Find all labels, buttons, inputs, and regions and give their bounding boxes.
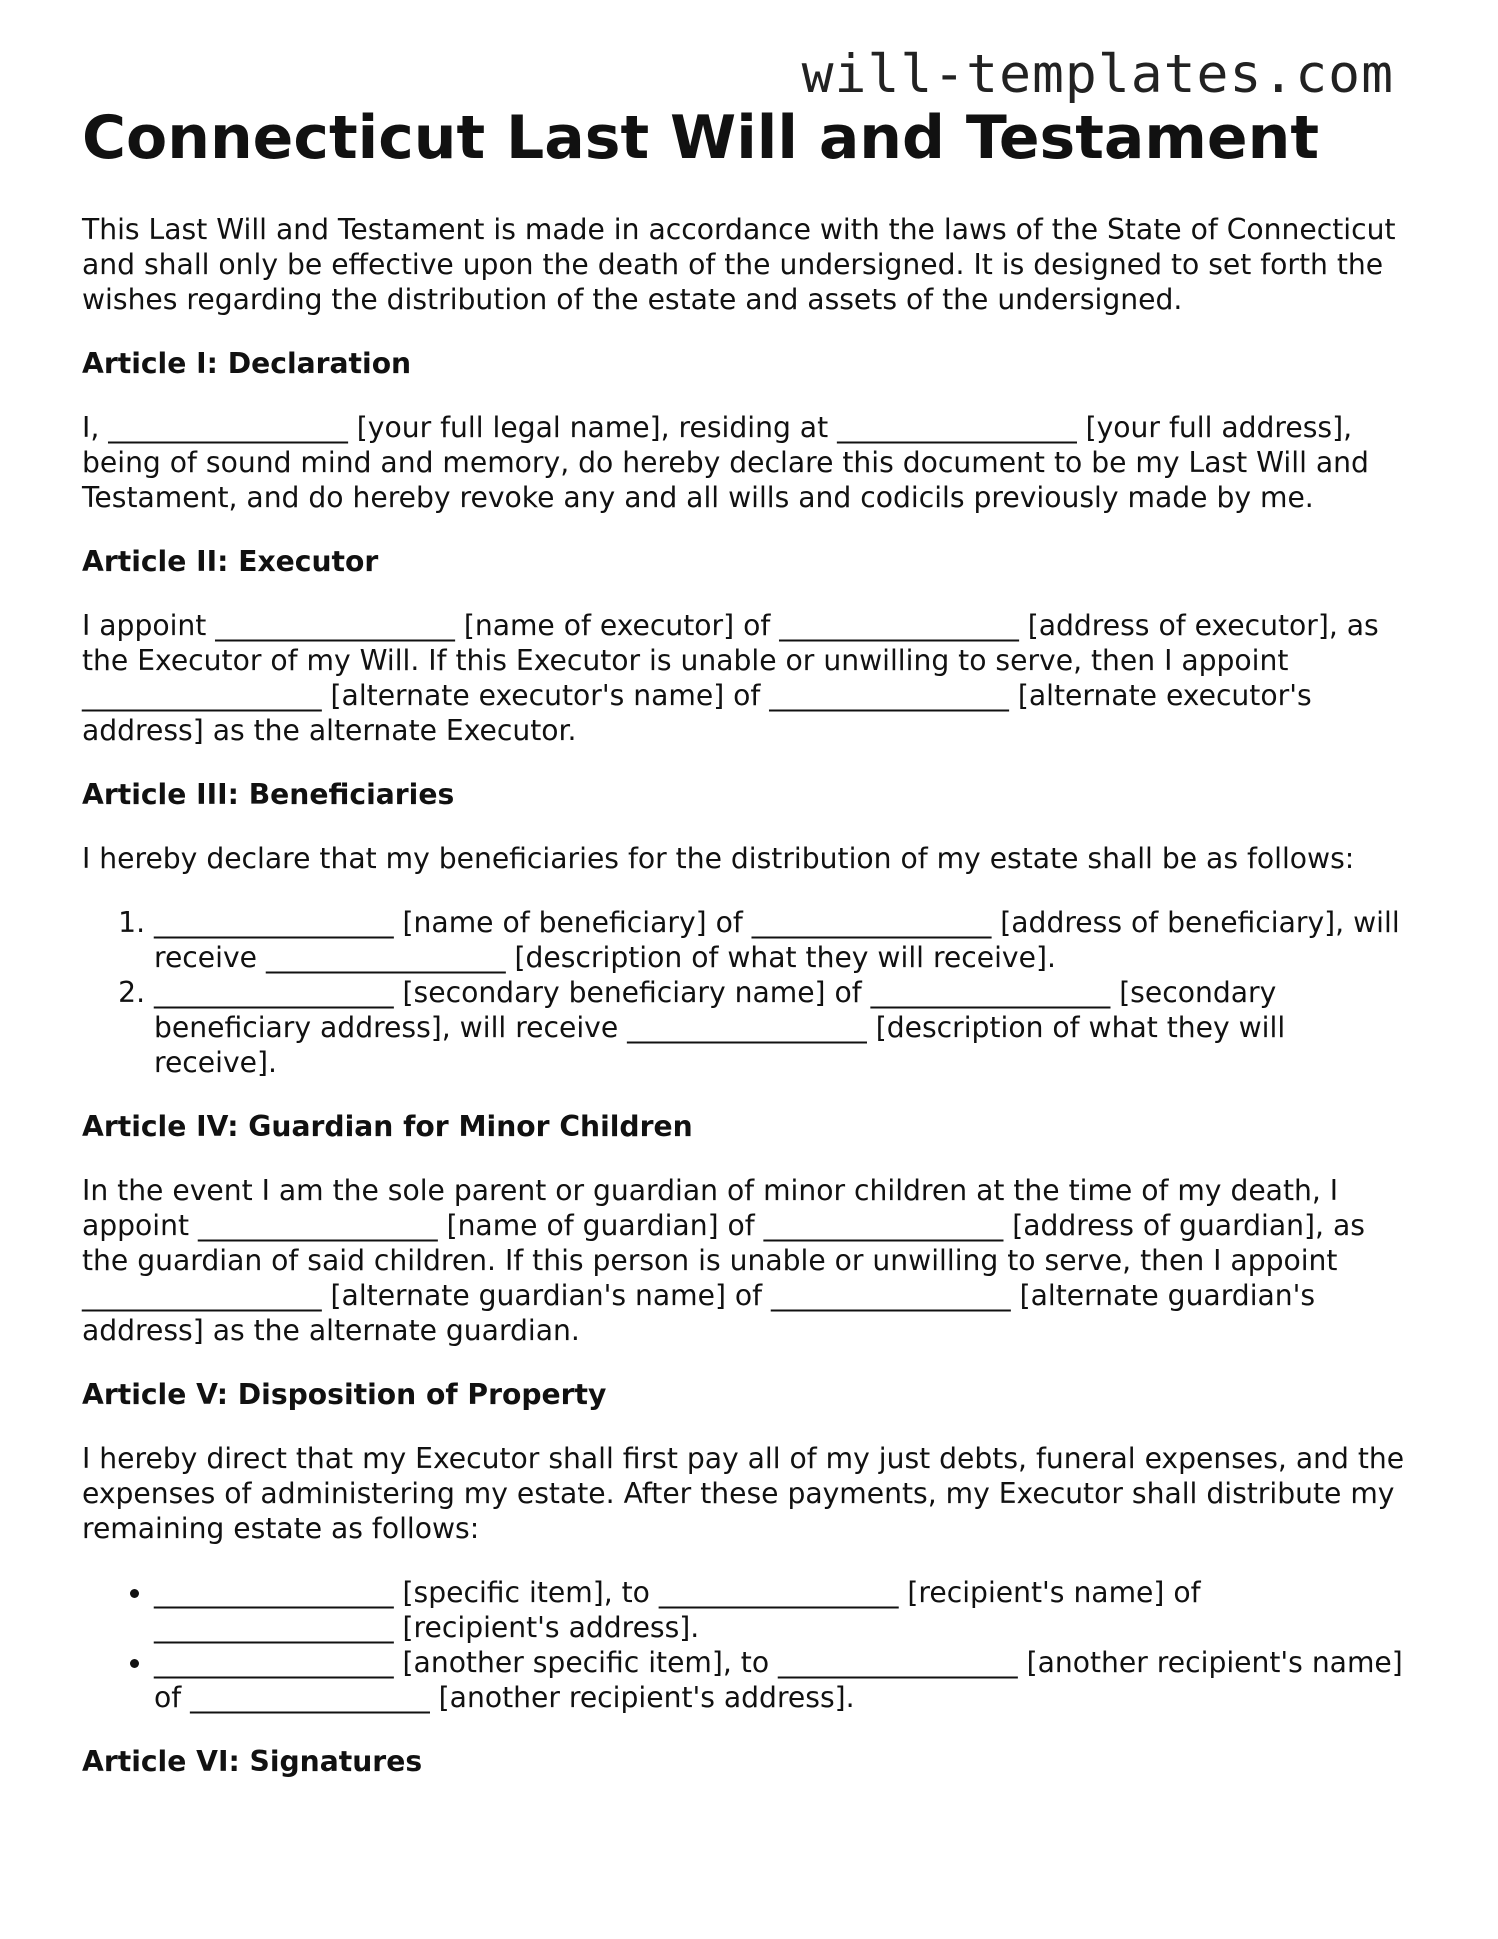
property-item: • _________________ [specific item], to _________________ [recipient's name] of _________________ [recipient's address]. <box>154 1575 1412 1645</box>
article-guardian-text: In the event I am the sole parent or guardian of minor children at the time of my death, I appoint _________________ [name of guardian] of _________________ [address of guardian], as the guardian of said children. If this person is unable or unwilling to serve, then I appoint _________________ [alternate guardian's name] of _________________ [alternate guardian's address] as the alternate guardian. <box>82 1174 1365 1347</box>
article-executor-heading: Article II: Executor <box>82 545 379 578</box>
article-guardian-heading: Article IV: Guardian for Minor Children <box>82 1110 693 1143</box>
beneficiaries-list <box>82 905 1412 1080</box>
article-signatures-heading: Article VI: Signatures <box>82 1745 423 1778</box>
page-title: Connecticut Last Will and Testament <box>82 103 1320 173</box>
article-executor-text: I appoint _________________ [name of executor] of _________________ [address of executor], as the Executor of my Will. If this Executor is unable or unwilling to serve, then I appoint _________________ [alternate executor's name] of _________________ [alternate executor's address] as the alternate Executor. <box>82 609 1379 747</box>
watermark: will-templates.com <box>801 44 1394 105</box>
article-declaration-heading: Article I: Declaration <box>82 347 412 380</box>
beneficiary-item: 1. _________________ [name of beneficiary] of _________________ [address of beneficiary], will receive _________________ [description of what they will receive]. <box>154 905 1412 975</box>
document-body <box>82 212 1412 1808</box>
property-list <box>82 1575 1412 1715</box>
article-property-heading: Article V: Disposition of Property <box>82 1378 607 1411</box>
article-property-text: I hereby direct that my Executor shall first pay all of my just debts, funeral expenses, and the expenses of administering my estate. After these payments, my Executor shall distribute my remaining estate as follows: <box>82 1442 1405 1545</box>
intro-paragraph: This Last Will and Testament is made in accordance with the laws of the State of Connecticut and shall only be effective upon the death of the undersigned. It is designed to set forth the wishes regarding the distribution of the estate and assets of the undersigned. <box>82 213 1396 316</box>
article-beneficiaries-text: I hereby declare that my beneficiaries for the distribution of my estate shall be as follows: <box>82 842 1355 875</box>
article-declaration-text: I, _________________ [your full legal name], residing at _________________ [your full address], being of sound mind and memory, do hereby declare this document to be my Last Will and Testament, and do hereby revoke any and all wills and codicils previously made by me. <box>82 411 1369 514</box>
article-beneficiaries-heading: Article III: Beneficiaries <box>82 778 455 811</box>
beneficiary-item: 2. _________________ [secondary beneficiary name] of _________________ [secondary beneficiary address], will receive _________________ [description of what they will receive]. <box>154 975 1412 1080</box>
property-item: • _________________ [another specific item], to _________________ [another recipient's name] of _________________ [another recipient's address]. <box>154 1645 1412 1715</box>
